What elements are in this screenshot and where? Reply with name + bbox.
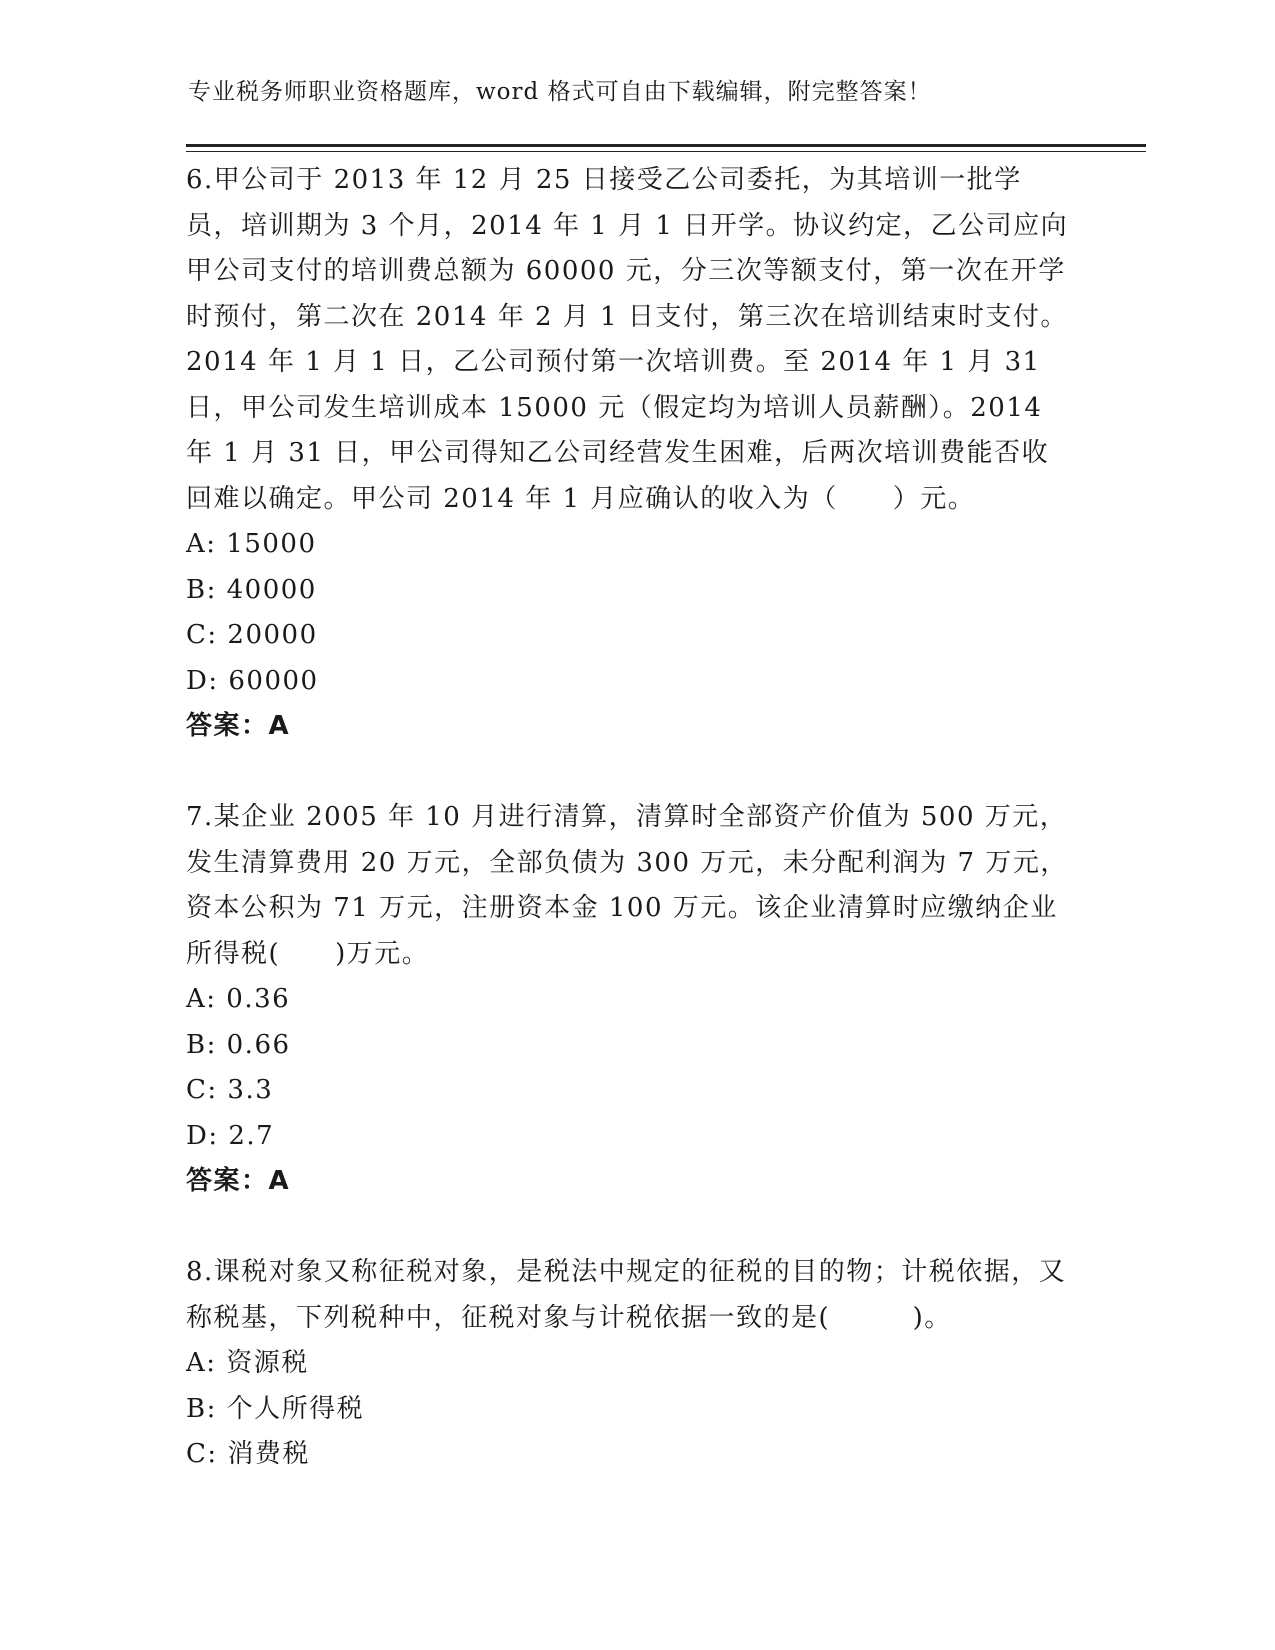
- option-c: C: 消费税: [186, 1439, 310, 1469]
- option-b: B: 个人所得税: [186, 1393, 365, 1424]
- option-c: C: 3.3: [186, 1075, 274, 1105]
- option-a: A: 资源税: [186, 1348, 309, 1378]
- option-d: D: 60000: [186, 665, 319, 696]
- question-text: 7.某企业 2005 年 10 月进行清算，清算时全部资产价值为 500 万元，发生清算费用 20 万元，全部负债为 300 万元，未分配利润为 7 万元，资本公积为 71 万元，注册资本金 100 万元。该企业清算时应缴纳企业所得税( )万元。: [186, 802, 1068, 969]
- option-a: A: 15000: [186, 529, 317, 559]
- question-text: 8.课税对象又称征税对象，是税法中规定的征税的目的物；计税依据，又称税基，下列税种中，征税对象与计税依据一致的是( )。: [186, 1257, 1067, 1333]
- page-header: 专业税务师职业资格题库，word 格式可自由下载编辑，附完整答案！: [188, 79, 932, 105]
- answer: 答案：A: [186, 711, 291, 741]
- answer: 答案：A: [186, 1166, 291, 1196]
- question-text: 6.甲公司于 2013 年 12 月 25 日接受乙公司委托，为其培训一批学员，培训期为 3 个月，2014 年 1 月 1 日开学。协议约定，乙公司应向甲公司支付的培训费总额为 60000 元，分三次等额支付，第一次在开学时预付，第二次在 2014 年 2 月 1 日支付，第三次在培训结束时支付。2014 年 1 月 1 日，乙公司预付第一次培训费。至 2014 年 1 月 31 日，甲公司发生培训成本 15000 元（假定均为培训人员薪酬）。2014 年 1 月 31 日，甲公司得知乙公司经营发生困难，后两次培训费能否收回难以确定。甲公司 2014 年 1 月应确认的收入为（ ）元。: [186, 165, 1069, 514]
- option-b: B: 40000: [186, 574, 317, 605]
- question-7: [186, 795, 1076, 1205]
- option-c: C: 20000: [186, 620, 318, 650]
- question-6: [186, 158, 1076, 750]
- question-gap: [186, 1205, 1076, 1251]
- header-rule-thick: [186, 144, 1146, 147]
- question-gap: [186, 750, 1076, 796]
- option-b: B: 0.66: [186, 1029, 291, 1060]
- option-a: A: 0.36: [186, 984, 291, 1014]
- option-d: D: 2.7: [186, 1120, 275, 1151]
- question-8: [186, 1250, 1076, 1478]
- header-rule-thin: [186, 151, 1146, 152]
- question-list: [186, 158, 1076, 1478]
